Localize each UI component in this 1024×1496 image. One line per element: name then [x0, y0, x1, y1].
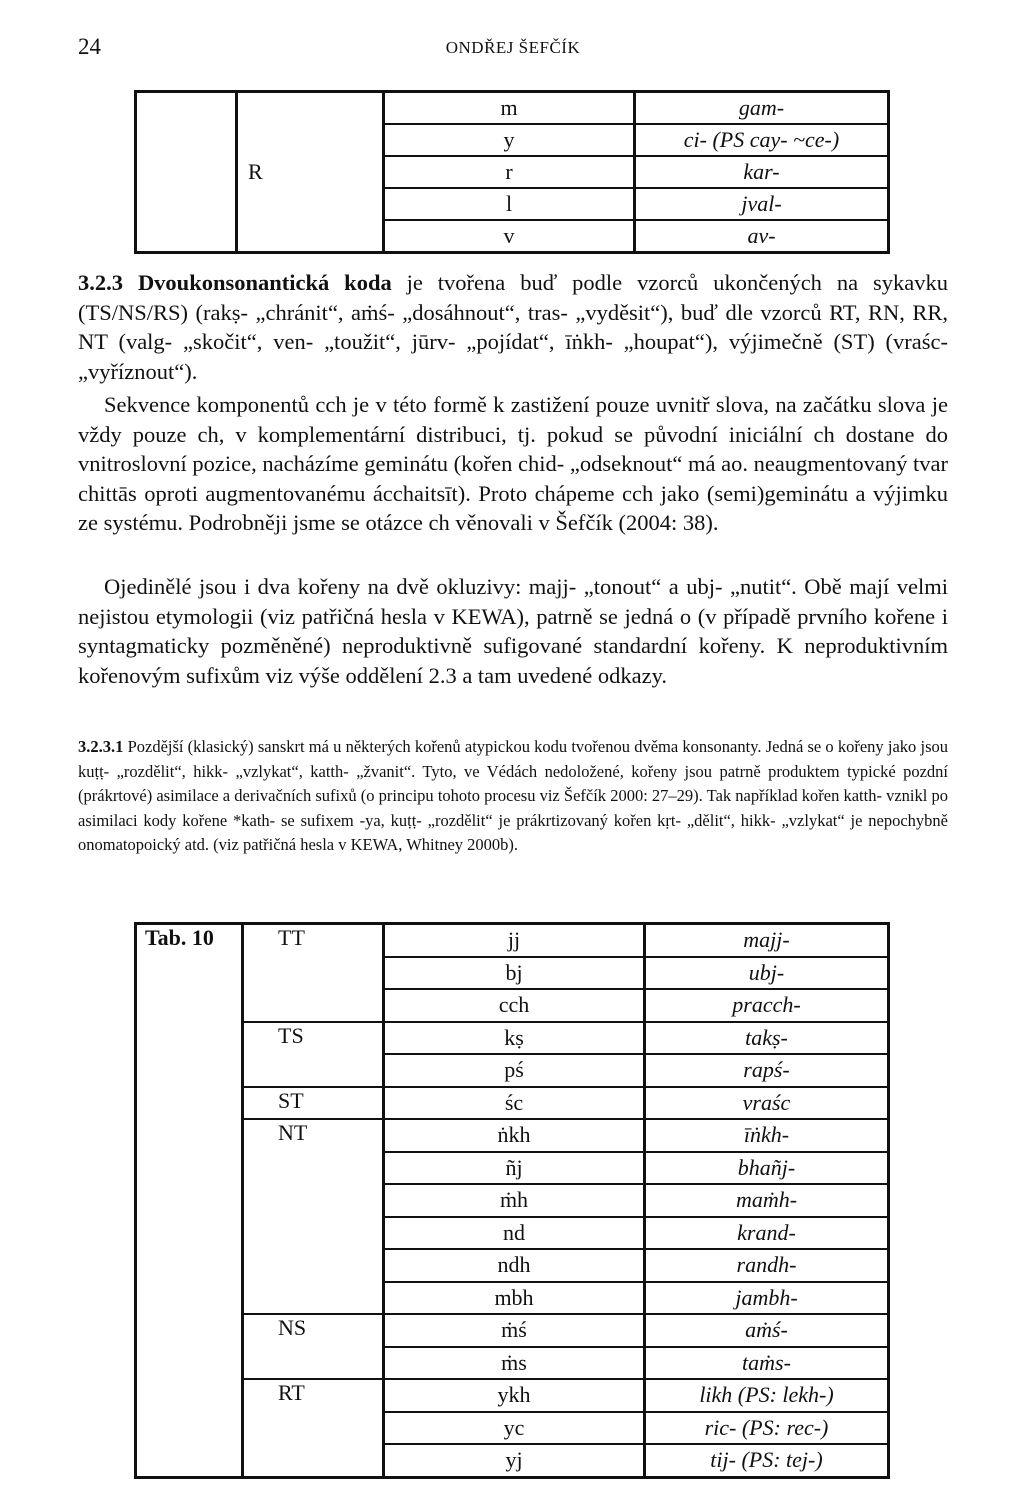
cluster-cell: yj: [384, 1444, 645, 1477]
example-cell: pracch-: [645, 989, 889, 1022]
group-label: NT: [243, 1119, 384, 1314]
group-label: TT: [243, 924, 384, 1022]
group-label: NS: [243, 1314, 384, 1379]
cluster-cell: ṁs: [384, 1347, 645, 1380]
cluster-cell: pś: [384, 1054, 645, 1087]
table-caption: Tab. 10: [136, 924, 243, 1478]
cluster-cell: cch: [384, 989, 645, 1022]
example-cell: jval-: [635, 188, 889, 220]
example-cell: aṁś-: [645, 1314, 889, 1347]
example-cell: rapś-: [645, 1054, 889, 1087]
segment-cell: v: [384, 220, 635, 253]
example-cell: vraśc: [645, 1087, 889, 1120]
cluster-cell: ṁh: [384, 1184, 645, 1217]
cluster-cell: jj: [384, 924, 645, 957]
table-empty-cell: [136, 92, 237, 253]
cluster-cell: śc: [384, 1087, 645, 1120]
cluster-cell: ykh: [384, 1379, 645, 1412]
cluster-cell: bj: [384, 957, 645, 990]
table-row: [136, 1022, 889, 1055]
example-cell: taṁs-: [645, 1347, 889, 1380]
section-paragraph-3: Ojedinělé jsou i dva kořeny na dvě okluzivy: majj- „tonout“ a ubj- „nutit“. Obě mají velmi nejistou etymologii (viz patřičná hesla v KEWA), patrně se jedná o (v případě prvního kořene i syntagmaticky pozměněné) neproduktivně sufigované standardní kořeny. K neproduktivním kořenovým sufixům viz výše oddělení 2.3 a tam uvedené odkazy.: [78, 574, 948, 688]
section-paragraph-1: [78, 268, 948, 386]
example-cell: takṣ-: [645, 1022, 889, 1055]
cluster-cell: ṁś: [384, 1314, 645, 1347]
group-label: R: [237, 92, 384, 253]
cluster-cell: ñj: [384, 1152, 645, 1185]
note-text: Pozdější (klasický) sanskrt má u některých kořenů atypickou kodu tvořenou dvěma konsonanty. Jedná se o kořeny jako jsou kuṭṭ- „rozdělit“, hikk- „vzlykat“, katth- „žvanit“. Tyto, ve Védách nedoložené, kořeny jsou patrně produktem typické pozdní (prákrtové) asimilace a derivačních sufixů (o principu tohoto procesu viz Šefčík 2000: 27–29). Tak například kořen katth- vznikl po asimilaci kody kořene *kath- se sufixem -ya, kuṭṭ- „rozdělit“ je prákrtizovaný kořen kṛt- „dělit“, hikk- „vzlykat“ je nepochybně onomatopoický atd. (viz patřičná hesla v KEWA, Whitney 2000b).: [78, 737, 948, 854]
note-paragraph: [78, 735, 948, 858]
table-row: [136, 92, 889, 125]
example-cell: likh (PS: lekh-): [645, 1379, 889, 1412]
table-row: [136, 924, 889, 957]
section-heading: Dvoukonsonantická koda: [137, 270, 392, 295]
example-cell: jambh-: [645, 1282, 889, 1315]
group-label: ST: [243, 1087, 384, 1120]
table-row: [136, 1087, 889, 1120]
segment-cell: m: [384, 92, 635, 125]
cluster-cell: ndh: [384, 1249, 645, 1282]
example-cell: majj-: [645, 924, 889, 957]
example-cell: tij- (PS: tej-): [710, 1447, 823, 1473]
example-cell: bhañj-: [645, 1152, 889, 1185]
example-cell: īṅkh-: [645, 1119, 889, 1152]
example-cell: ric- (PS: rec-): [645, 1412, 889, 1445]
table-tab-10: [134, 922, 890, 1479]
table-resonant-codas: [134, 90, 890, 254]
page-header: [78, 34, 948, 64]
cluster-cell: nd: [384, 1217, 645, 1250]
example-cell: av-: [747, 223, 776, 248]
example-cell: krand-: [645, 1217, 889, 1250]
table-row: [136, 1314, 889, 1347]
example-cell: ci- (PS cay- ~ce-): [635, 124, 889, 156]
example-cell: randh-: [645, 1249, 889, 1282]
segment-cell: y: [384, 124, 635, 156]
cluster-cell: yc: [384, 1412, 645, 1445]
segment-cell: l: [384, 188, 635, 220]
group-label: TS: [243, 1022, 384, 1087]
section-paragraph-2: Sekvence komponentů cch je v této formě k zastižení pouze uvnitř slova, na začátku slova je vždy pouze ch, v komplementární distribuci, tj. pokud se původní iniciální ch dostane do vnitroslovní pozice, nacházíme geminátu (kořen chid- „odseknout“ má ao. neaugmentovaný tvar chittās oproti augmentovanému ácchaitsīt). Proto chápeme cch jako (semi)geminátu a výjimku ze systému. Podrobněji jsme se otázce ch věnovali v Šefčík (2004: 38).: [78, 392, 948, 535]
cluster-cell: mbh: [384, 1282, 645, 1315]
example-cell: maṁh-: [645, 1184, 889, 1217]
example-cell: ubj-: [645, 957, 889, 990]
table-row: [136, 1119, 889, 1152]
cluster-cell: kṣ: [384, 1022, 645, 1055]
section-number: 3.2.3: [78, 270, 123, 295]
paragraph-text: je tvořena buď podle vzorců ukončených na sykavku (TS/NS/RS) (rakṣ- „chránit“, aṁś- „dosáhnout“, tras- „vyděsit“), buď dle vzorců RT, RN, RR, NT (valg- „skočit“, ven- „toužit“, jūrv- „pojídat“, īṅkh- „houpat“), výjimečně (ST) (vraśc- „vyříznout“).: [78, 270, 949, 384]
segment-cell: r: [384, 156, 635, 188]
running-head: ONDŘEJ ŠEFČÍK: [445, 38, 581, 57]
page-number: 24: [78, 34, 101, 59]
example-cell: gam-: [635, 92, 889, 125]
note-number: 3.2.3.1: [78, 737, 124, 756]
table-row: [136, 1379, 889, 1412]
example-cell: kar-: [635, 156, 889, 188]
group-label: RT: [243, 1379, 384, 1477]
cluster-cell: ṅkh: [384, 1119, 645, 1152]
